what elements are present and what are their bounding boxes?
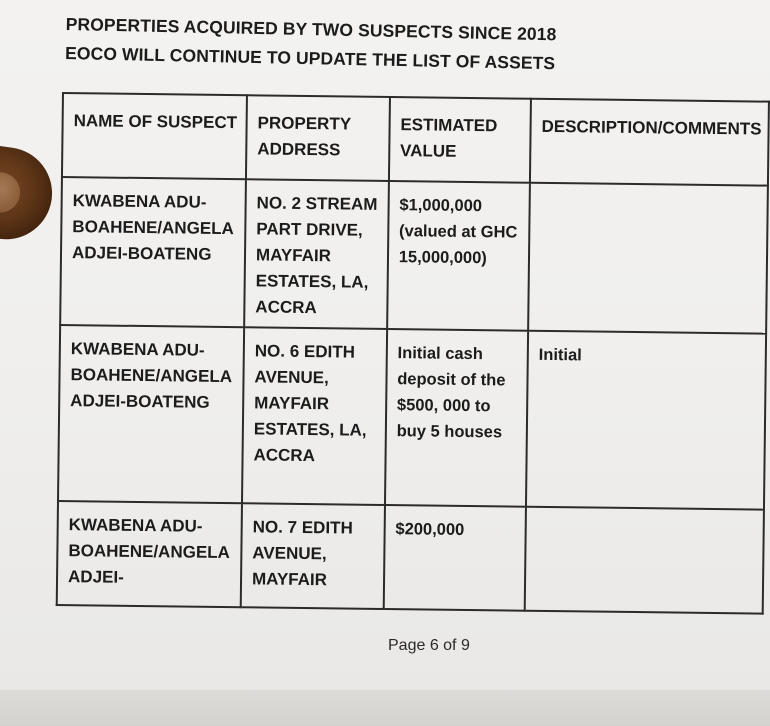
cell-comment (525, 507, 764, 614)
table-row (60, 177, 768, 334)
column-header-value: ESTIMATED VALUE (389, 97, 531, 183)
column-header-address: PROPERTY ADDRESS (246, 95, 390, 181)
assets-table-wrapper (56, 92, 770, 615)
assets-table (56, 92, 770, 615)
cell-property-address: NO. 6 EDITH AVENUE, MAYFAIR ESTATES, LA, ACCRA (242, 327, 387, 505)
cell-estimated-value: $1,000,000 (valued at GHC 15,000,000) (387, 181, 530, 331)
table-row (58, 325, 766, 510)
header-subtitle: EOCO WILL CONTINUE TO UPDATE THE LIST OF ASSETS (64, 42, 556, 74)
cell-suspect-name: KWABENA ADU-BOAHENE/ANGELA ADJEI-BOATENG (60, 177, 246, 327)
cell-suspect-name: KWABENA ADU-BOAHENE/ANGELA ADJEI-BOATENG (58, 325, 244, 503)
table-row (57, 501, 764, 614)
fingernail (0, 171, 23, 215)
cell-estimated-value: Initial cash deposit of the $500, 000 to buy 5 houses (385, 329, 528, 507)
table-header-row (62, 93, 769, 186)
cell-property-address: NO. 7 EDITH AVENUE, MAYFAIR (241, 503, 385, 609)
header-title: PROPERTIES ACQUIRED BY TWO SUSPECTS SINCE 2018 (65, 13, 557, 45)
column-header-name: NAME OF SUSPECT (62, 93, 247, 179)
page-number: Page 6 of 9 (388, 637, 470, 654)
cell-property-address: NO. 2 STREAM PART DRIVE, MAYFAIR ESTATES, LA, ACCRA (244, 179, 389, 329)
document-header (65, 10, 557, 78)
cell-suspect-name: KWABENA ADU-BOAHENE/ANGELA ADJEI- (57, 501, 242, 607)
cell-comment (528, 183, 768, 334)
cell-estimated-value: $200,000 (383, 505, 525, 611)
column-header-comments: DESCRIPTION/COMMENTS (530, 99, 769, 186)
cell-comment: Initial (526, 331, 766, 510)
surface-below-paper (0, 690, 770, 726)
